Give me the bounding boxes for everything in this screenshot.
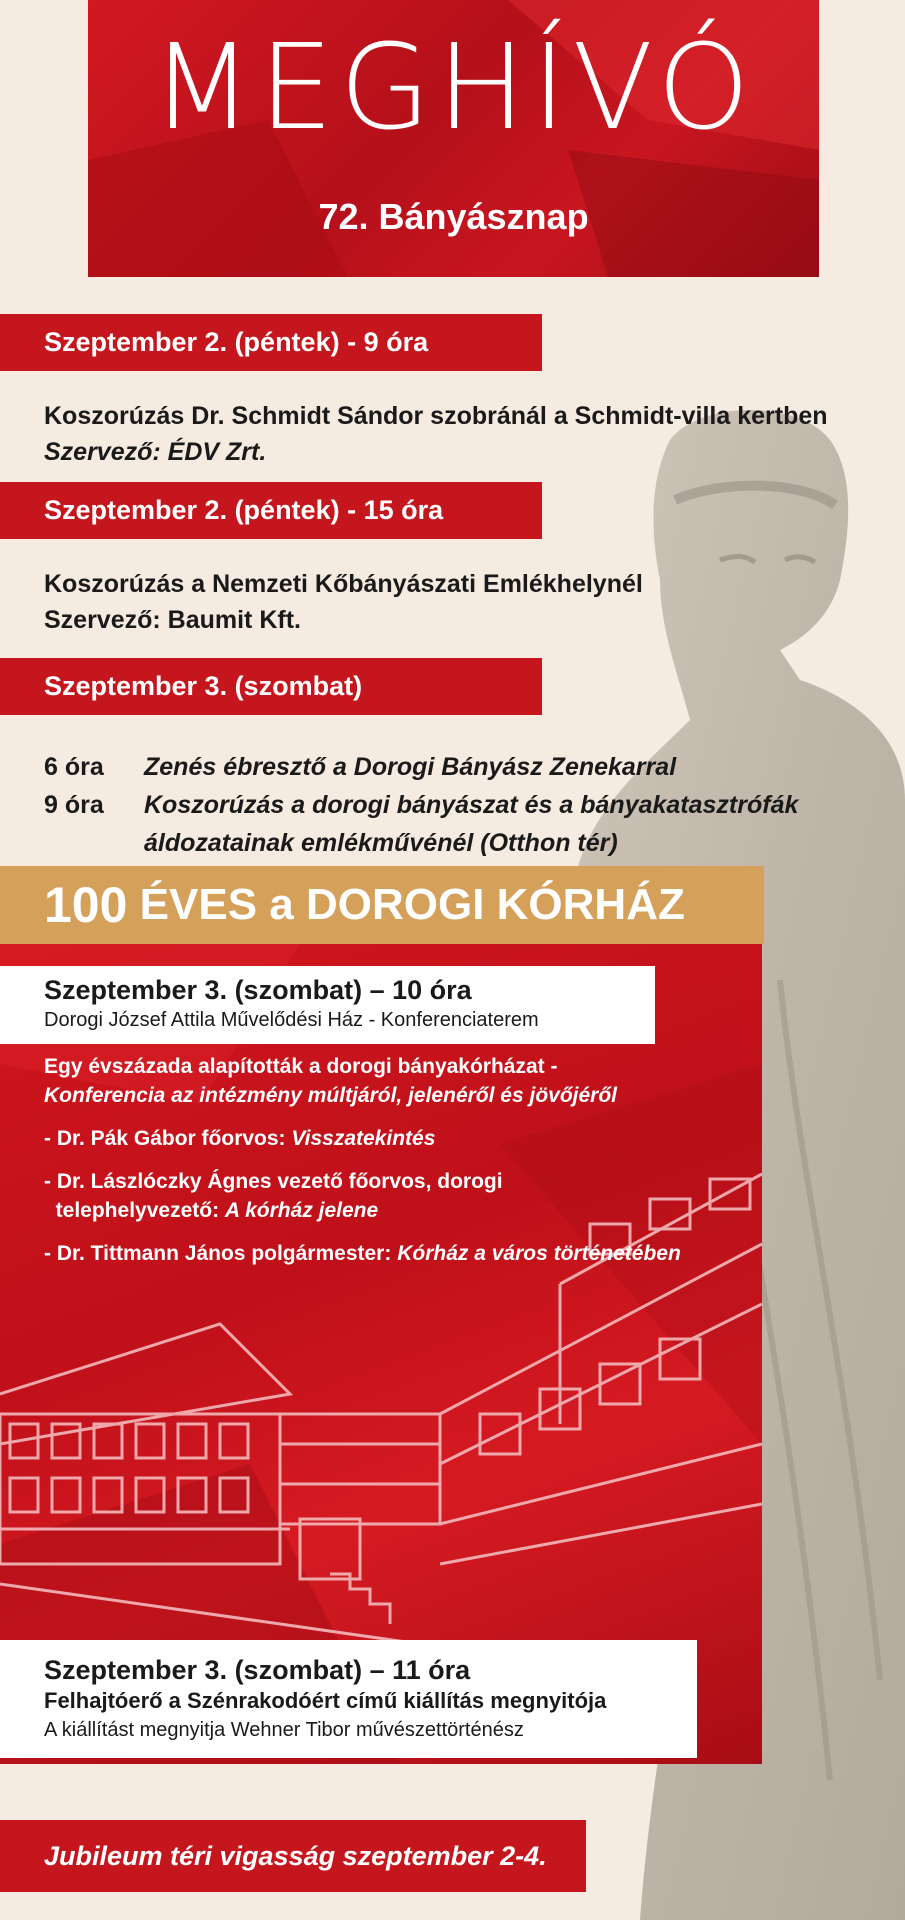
exhibition-date: Szeptember 3. (szombat) – 11 óra <box>44 1655 471 1685</box>
invitation-header <box>88 0 819 277</box>
talk-title: A kórház jelene <box>224 1199 379 1222</box>
hospital-anniversary-banner <box>0 866 764 944</box>
event-2-date-bar: Szeptember 2. (péntek) - 15 óra <box>0 482 542 539</box>
talk-item <box>44 1239 681 1268</box>
exhibition-opener: A kiállítást megnyitja Wehner Tibor művészettörténész <box>44 1719 524 1741</box>
talk-item <box>44 1124 681 1153</box>
event-1-details <box>44 398 828 470</box>
schedule-time: 9 óra <box>44 791 104 819</box>
schedule-text-continued: áldozatainak emlékművénél (Otthon tér) <box>144 829 618 857</box>
anniversary-text: ÉVES a DOROGI KÓRHÁZ <box>139 880 685 929</box>
conference-info-box <box>0 966 655 1044</box>
event-1-date-bar: Szeptember 2. (péntek) - 9 óra <box>0 314 542 371</box>
exhibition-title: Felhajtóerő a Szénrakodóért című kiállítás megnyitója <box>44 1688 607 1713</box>
talk-speaker-continued: telephelyvezető: <box>55 1199 220 1222</box>
event-2-title: Koszorúzás a Nemzeti Kőbányászati Emlékhelynél <box>44 570 643 598</box>
talk-speaker: - Dr. Lászlóczky Ágnes vezető főorvos, dorogi <box>44 1170 503 1193</box>
event-3-date-bar: Szeptember 3. (szombat) <box>0 658 542 715</box>
event-1-organizer: Szervező: ÉDV Zrt. <box>44 438 267 466</box>
talk-title: Visszatekintés <box>291 1127 436 1150</box>
jubilee-festival-bar: Jubileum téri vigasság szeptember 2-4. <box>0 1820 586 1892</box>
event-3-schedule <box>44 748 798 862</box>
page-title: MEGHÍVÓ <box>151 18 756 156</box>
conference-date: Szeptember 3. (szombat) – 10 óra <box>44 975 472 1005</box>
event-2-details <box>44 566 643 638</box>
conference-venue: Dorogi József Attila Művelődési Ház - Konferenciaterem <box>44 1009 539 1031</box>
schedule-text: Zenés ébresztő a Dorogi Bányász Zenekarral <box>144 753 677 781</box>
schedule-text: Koszorúzás a dorogi bányászat és a bányakatasztrófák <box>144 791 799 819</box>
conference-intro-line2: Konferencia az intézmény múltjáról, jelenéről és jövőjéről <box>44 1084 617 1107</box>
conference-intro <box>44 1052 681 1110</box>
schedule-time: 6 óra <box>44 753 104 781</box>
schedule-item <box>44 786 798 824</box>
talk-speaker: - Dr. Tittmann János polgármester: <box>44 1242 392 1265</box>
page-subtitle: 72. Bányásznap <box>318 196 589 237</box>
conference-intro-line1: Egy évszázada alapították a dorogi bányakórházat - <box>44 1055 558 1078</box>
talk-speaker: - Dr. Pák Gábor főorvos: <box>44 1127 286 1150</box>
anniversary-number: 100 <box>44 877 128 933</box>
schedule-item <box>44 748 798 786</box>
exhibition-info-box <box>0 1640 697 1758</box>
event-1-title: Koszorúzás Dr. Schmidt Sándor szobránál a Schmidt-villa kertben <box>44 402 828 430</box>
conference-details <box>44 1052 681 1282</box>
talk-item <box>44 1167 681 1225</box>
talk-title: Kórház a város történetében <box>397 1242 681 1265</box>
event-2-organizer: Szervező: Baumit Kft. <box>44 606 301 634</box>
